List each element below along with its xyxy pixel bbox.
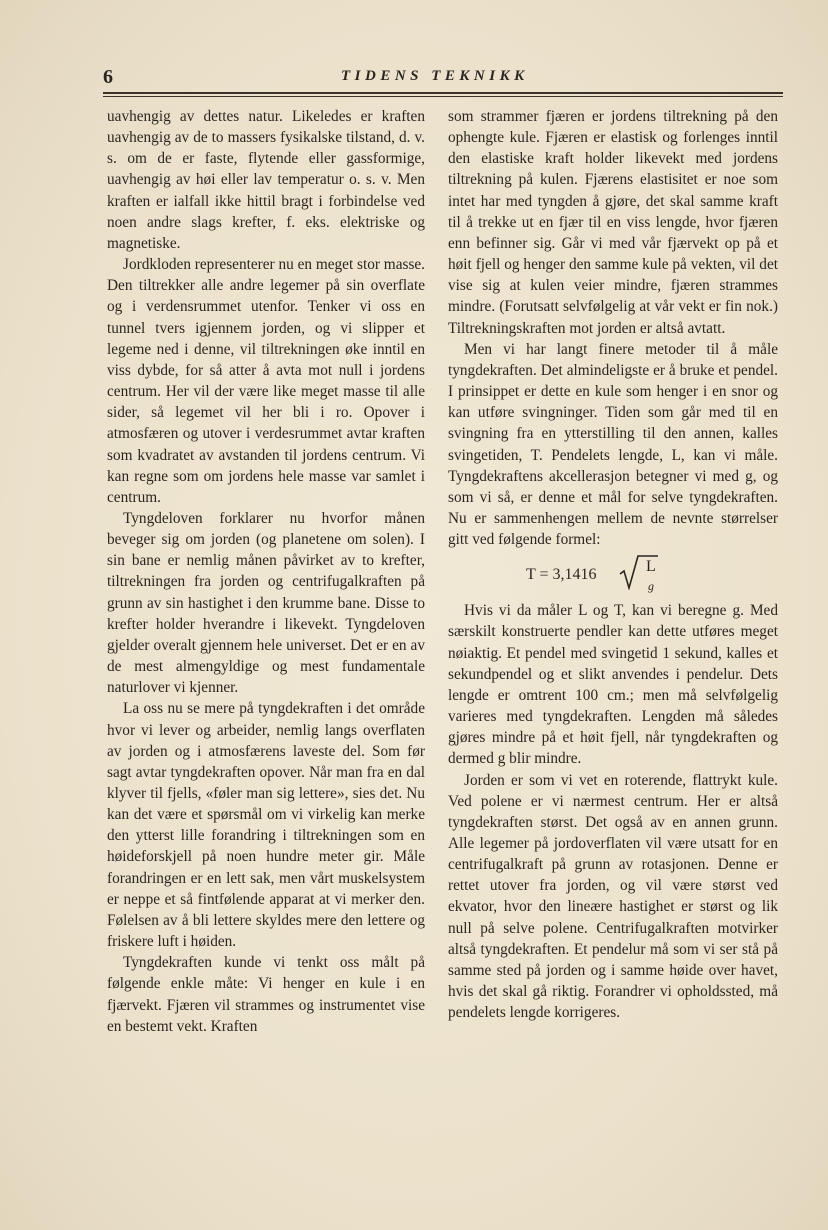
paragraph: uavhengig av dettes natur. Likeledes er kraften uavhengig av de to massers fysikalske tilstand, d. v. s. om de er faste, flytende eller gassformige, uavhengig av høi eller lav temperatur o. s. v. Men kraften er ialfall ikke hittil bragt i forbindelse ved noen andre slags krefter, f. eks. elektriske og magnetiske. (107, 108, 425, 252)
page-number: 6 (103, 66, 113, 88)
paragraph: Jordkloden representerer nu en meget stor masse. Den tiltrekker alle andre legemer på sin overflate og i verdensrummet utenfor. Tenker vi oss en tunnel tvers igjennem jorden, og vi slipper et legeme ned i denne, vil tiltrekningen øke inntil en viss dybde, for så atter å avta mot null i jordens centrum. Her vil der være like meget masse til alle sider, så legemet vil her bli i ro. Opover i atmosfæren og utover i verdesrummet avtar kraften som kvadratet av avstanden til jordens centrum. Vi kan regne som om jordens hele masse var samlet i centrum. (107, 256, 426, 506)
page-header (103, 66, 783, 92)
formula-denominator: g (648, 579, 654, 594)
paragraph: Tyngdeloven forklarer nu hvorfor månen beveger sig om jorden (og planetene om solen). I sin bane er nemlig månen påvirket av to krefter, tiltrekningen fra jorden og centrifugalkraften på grunn av sin hastighet i den krumme bane. Disse to krefter holder hverandre i likevekt. Tyngdeloven gjelder overalt gjennem hele universet. Det er en av de mest almengyldige og mest fundamentale naturlover vi kjenner. (107, 509, 425, 697)
formula-lhs: T = 3,1416 (526, 566, 597, 584)
journal-title: TIDENS TEKNIKK (341, 68, 529, 84)
right-column (448, 106, 778, 1023)
paragraph: Jorden er som vi vet en roterende, flattrykt kule. Ved polene er vi nærmest centrum. Her er altså tyngdekraften størst. Det også av en annen grunn. Alle legemer på jordoverflaten vil være utsatt for en centrifugalkraft på grunn av rotasjonen. Denne er rettet utover fra jorden, og vil være størst ved ekvator, hvor den lineære hastighet er størst og lik null på selve polene. Centrifugalkraften motvirker altså tyngdekraften. Et pendelur må som vi ser stå på samme sted på jorden og i samme høide over havet, hvis det skal gå riktig. Forandrer vi opholdssted, må pendelets lengde korrigeres. (448, 771, 778, 1022)
paragraph: Tyngdekraften kunde vi tenkt oss målt på følgende enkle måte: Vi henger en kule i en fjærvekt. Fjæren vil strammes og instrumentet vise en bestemt vekt. Kraften (107, 954, 425, 1035)
paragraph: Men vi har langt finere metoder til å måle tyngdekraften. Det almindeligste er å bruke et pendel. I prinsippet er dette en kule som henger i en snor og kan utføre svingninger. Tiden som går med til en svingning fra en ytterstilling til den annen, kalles svingetiden, T. Pendelets lengde, L, kan vi måle. Tyngdekraftens akcellerasjon betegner vi med g, og som vi så, er denne et mål for selve tyngdekraften. Nu er sammenhengen mellem de nevnte størrelser gitt ved følgende formel: (448, 340, 778, 549)
left-column (107, 106, 425, 1037)
header-rule (103, 92, 783, 97)
paragraph: som strammer fjæren er jordens tiltrekning på den ophengte kule. Fjæren er elastisk og forlenges inntil den elastiske kraft holder likevekt med jordens tiltrekning på kulen. Fjærens elastisitet er noe som intet har med tyngden å gjøre, det skal samme kraft til å trekke ut en fjær til en viss lengde, hvor fjæren enn befinner sig. Går vi med vår fjærvekt op på et høit fjell og henger den samme kule på vekten, vil det vise sig at kulen veier mindre, fjæren strammes mindre. (Forutsatt selvfølgelig at vår vekt er fin nok.) Tiltrekningskraften mot jorden er altså avtatt. (448, 108, 778, 337)
paragraph: Hvis vi da måler L og T, kan vi beregne g. Med særskilt konstruerte pendler kan dette utføres meget nøiaktig. Et pendel med svingetid 1 sekund, kalles et sekundpendel og et slikt anvendes i pendelur. Dets lengde er omtrent 100 cm.; men må selvfølgelig varieres med tyngdekraften. Lengden må således gjøres mindre på et høit fjell, når tyngdekraften og dermed g blir mindre. (448, 602, 778, 768)
pendulum-formula (448, 554, 778, 596)
paragraph: La oss nu se mere på tyngdekraften i det område hvor vi lever og arbeider, nemlig langs overflaten av jorden og i atmosfærens laveste del. Som før sagt avtar tyngdekraften opover. Når man fra en dal klyver til fjells, «føler man sig lettere», sies det. Nu kan det være et spørsmål om vi virkelig kan merke den ytterst lille forandring i tiltrekningen som en høideforskjell på noen hundre meter gir. Måle forandringen er en lett sak, men vårt muskelsystem er neppe et så fintfølende apparat at vi merker den. Følelsen av å bli lettere skyldes mere den lettere og friskere luft i høiden. (107, 700, 425, 951)
formula-numerator: L (646, 558, 656, 576)
